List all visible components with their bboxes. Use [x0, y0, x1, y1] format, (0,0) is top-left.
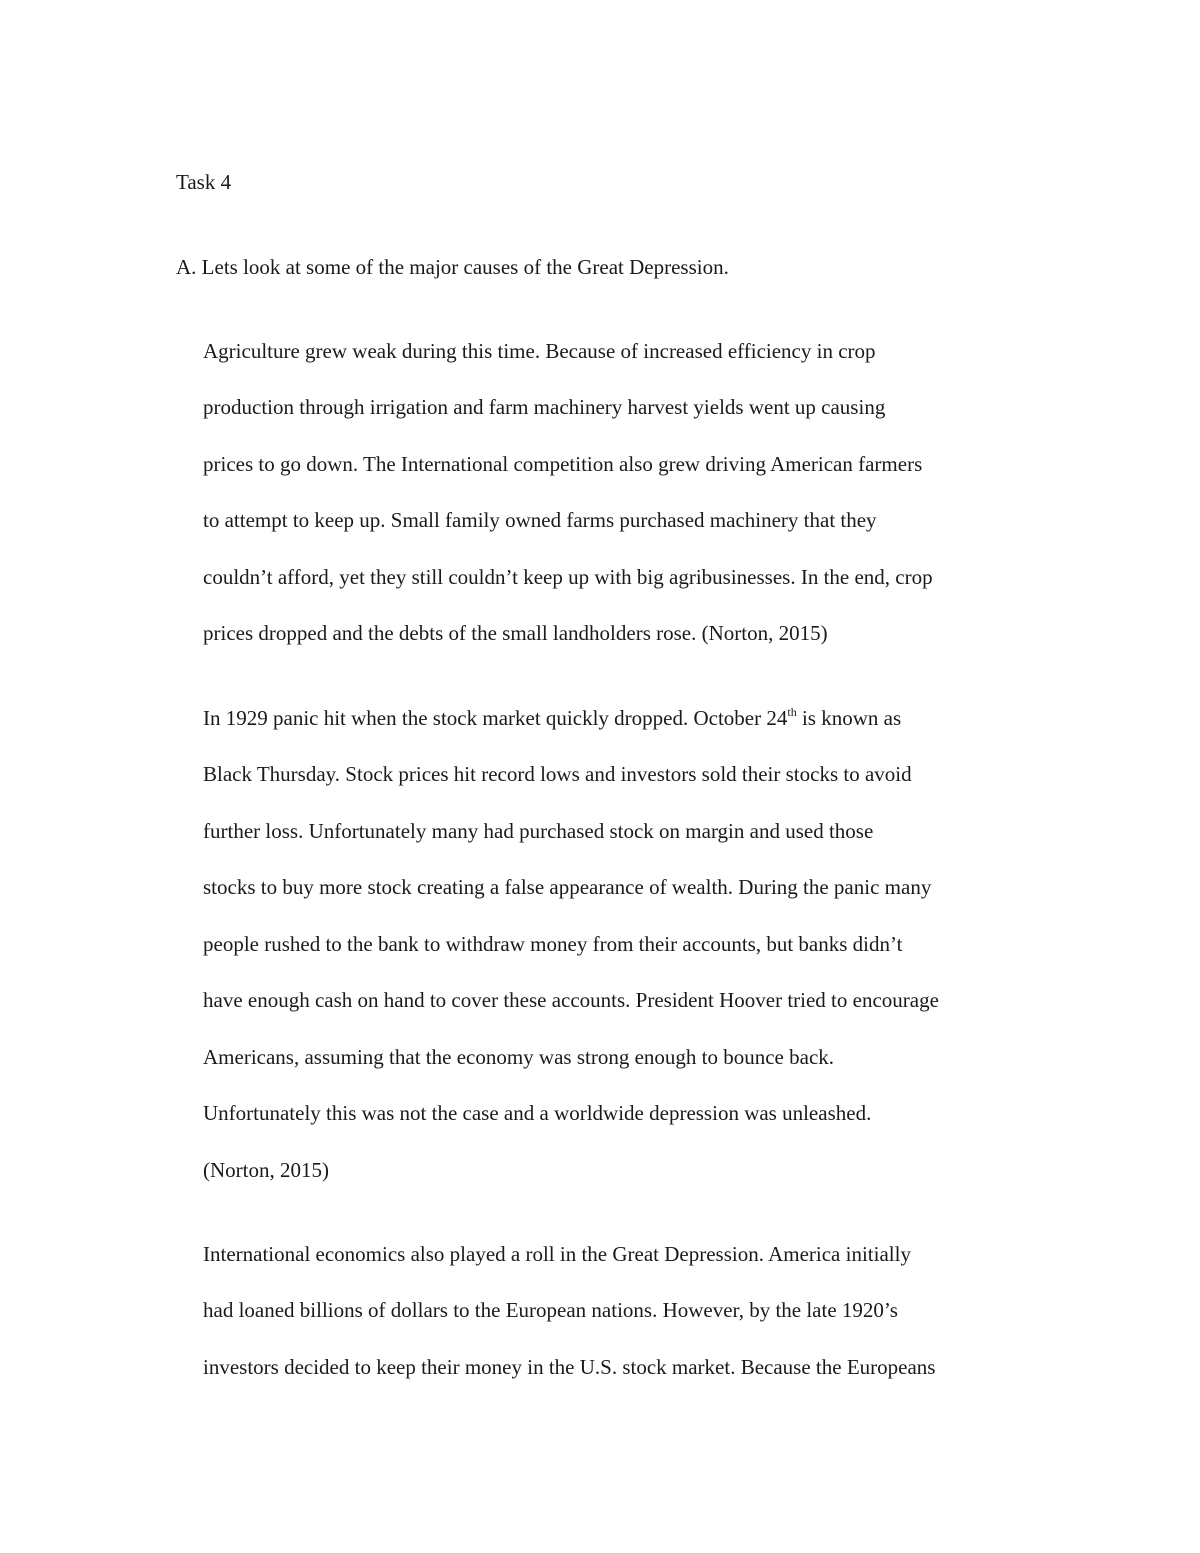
page-heading: Task 4 [176, 170, 232, 194]
paragraph-line: (Norton, 2015) [203, 1158, 329, 1182]
paragraph-line: further loss. Unfortunately many had purchased stock on margin and used those [203, 819, 874, 843]
paragraph-text: is known as [796, 706, 902, 730]
paragraph-line: Unfortunately this was not the case and a worldwide depression was unleashed. [203, 1101, 872, 1125]
paragraph-line: Black Thursday. Stock prices hit record lows and investors sold their stocks to avoid [203, 762, 912, 786]
paragraph-line: prices to go down. The International competition also grew driving American farmers [203, 452, 923, 476]
paragraph-line: production through irrigation and farm machinery harvest yields went up causing [203, 395, 886, 419]
paragraph-line: had loaned billions of dollars to the European nations. However, by the late 1920’s [203, 1298, 898, 1322]
paragraph-line [203, 705, 902, 730]
paragraph-text: In 1929 panic hit when the stock market quickly dropped. October 24 [203, 706, 788, 730]
paragraph-line: have enough cash on hand to cover these accounts. President Hoover tried to encourage [203, 988, 939, 1012]
paragraph-line: stocks to buy more stock creating a false appearance of wealth. During the panic many [203, 875, 932, 899]
paragraph-line: couldn’t afford, yet they still couldn’t keep up with big agribusinesses. In the end, crop [203, 565, 933, 589]
paragraph-line: people rushed to the bank to withdraw money from their accounts, but banks didn’t [203, 932, 903, 956]
paragraph-line: investors decided to keep their money in the U.S. stock market. Because the Europeans [203, 1355, 936, 1379]
section-a-intro: A. Lets look at some of the major causes of the Great Depression. [176, 255, 729, 279]
paragraph-line: Americans, assuming that the economy was strong enough to bounce back. [203, 1045, 835, 1069]
paragraph-line: to attempt to keep up. Small family owned farms purchased machinery that they [203, 508, 877, 532]
paragraph-line: prices dropped and the debts of the small landholders rose. (Norton, 2015) [203, 621, 828, 645]
paragraph-line: Agriculture grew weak during this time. Because of increased efficiency in crop [203, 339, 876, 363]
ordinal-superscript: th [787, 705, 797, 719]
paragraph-line: International economics also played a roll in the Great Depression. America initially [203, 1242, 911, 1266]
